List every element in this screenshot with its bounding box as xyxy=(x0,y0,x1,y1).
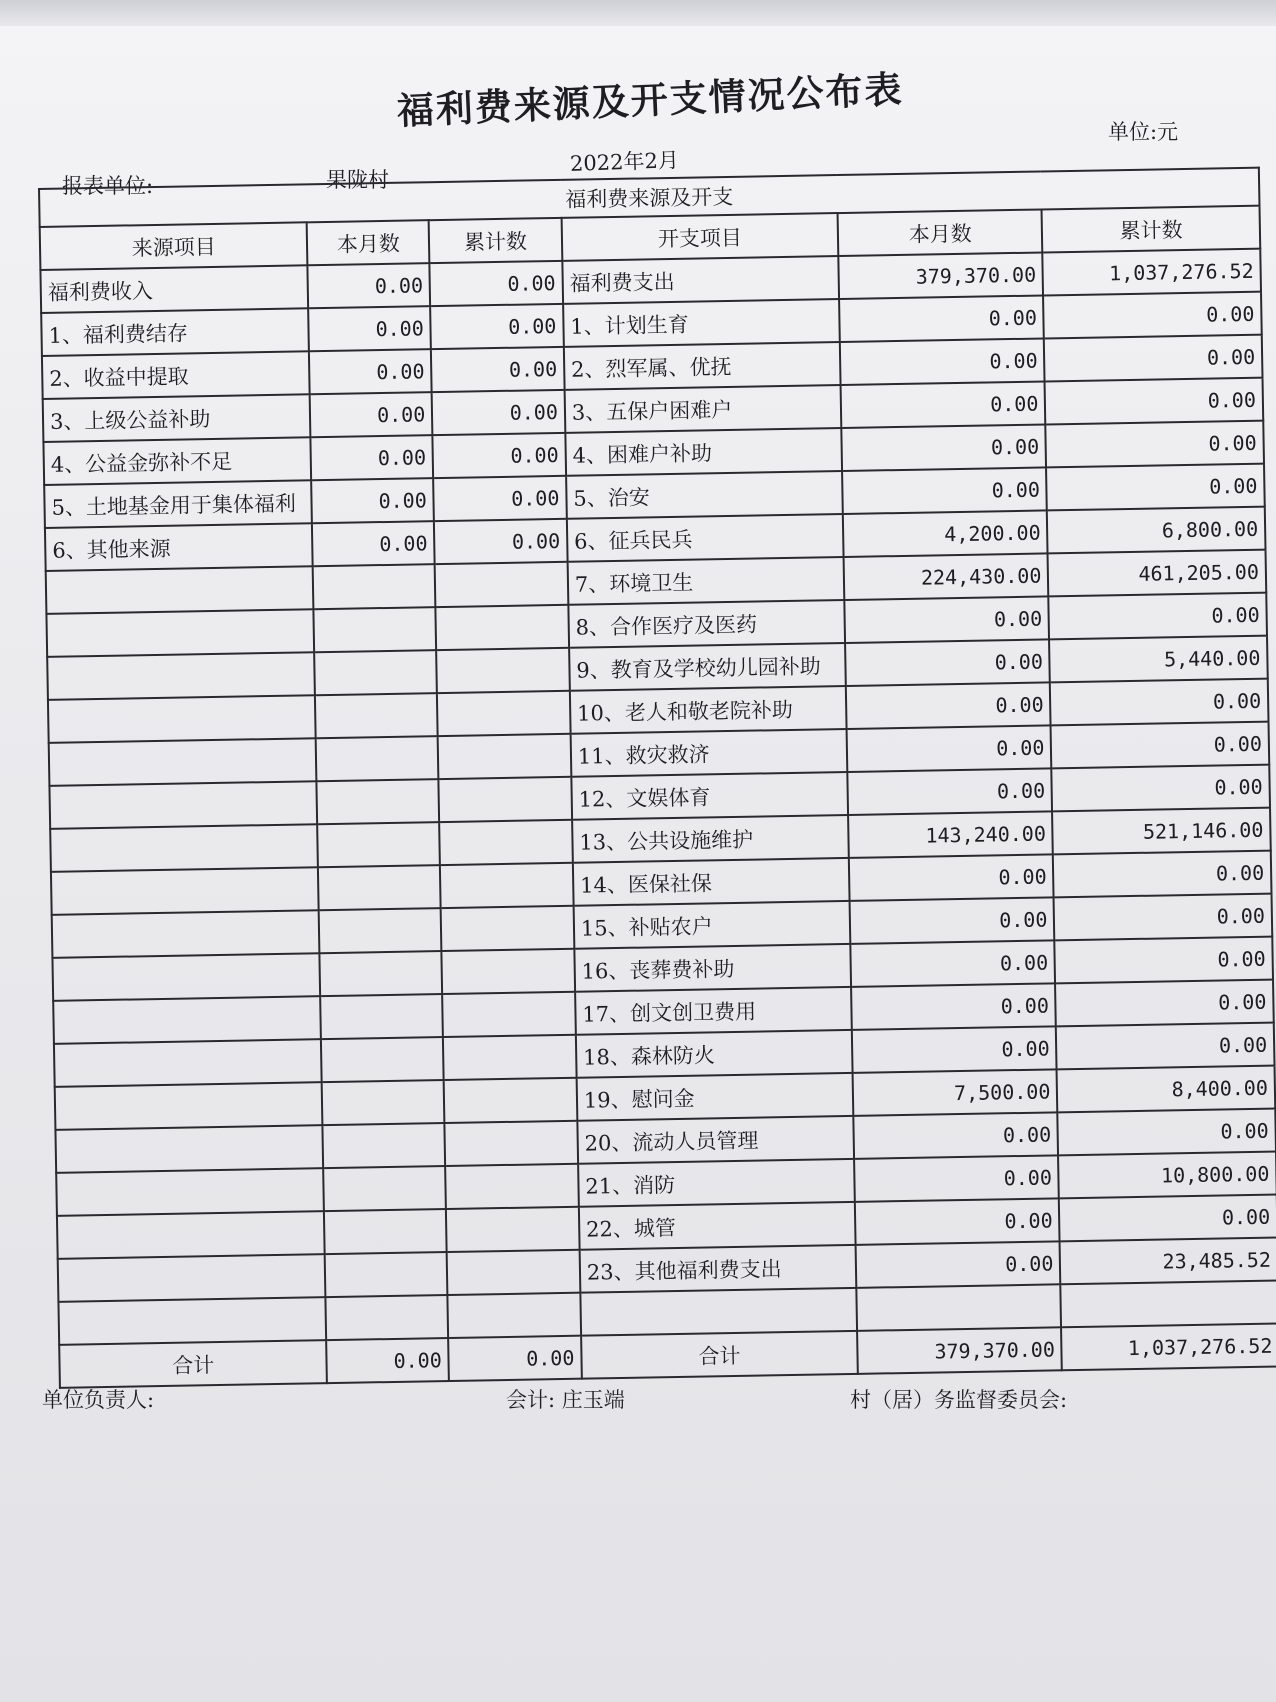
cell-source-month: 0.00 xyxy=(309,306,431,351)
cell-source-cumulative xyxy=(440,863,573,908)
cell-expense-item: 福利费支出 xyxy=(562,256,839,304)
cell-expense-cumulative: 6,800.00 xyxy=(1047,507,1265,554)
cell-expense-cumulative: 0.00 xyxy=(1043,292,1261,339)
cell-source-item xyxy=(50,824,318,872)
cell-source-cumulative xyxy=(444,1078,577,1123)
cell-expense-item xyxy=(580,1288,857,1336)
cell-source-cumulative xyxy=(445,1164,578,1209)
cell-expense-item: 10、老人和敬老院补助 xyxy=(570,686,847,734)
cell-source-cumulative: 0.00 xyxy=(433,476,566,521)
cell-expense-month: 379,370.00 xyxy=(838,252,1043,299)
cell-source-month xyxy=(315,650,437,695)
cell-source-item xyxy=(48,695,316,743)
cell-source-item: 4、公益金弥补不足 xyxy=(43,437,311,485)
cell-expense-cumulative: 0.00 xyxy=(1055,937,1273,984)
cell-expense-cumulative: 0.00 xyxy=(1050,679,1268,726)
cell-source-item xyxy=(58,1254,326,1302)
total-source-cumulative: 0.00 xyxy=(448,1336,581,1381)
cell-expense-cumulative: 0.00 xyxy=(1049,593,1267,640)
cell-source-month: 0.00 xyxy=(308,263,430,308)
cell-expense-month: 0.00 xyxy=(840,338,1045,385)
cell-expense-item: 5、治安 xyxy=(566,471,843,519)
cell-source-month: 0.00 xyxy=(310,392,432,437)
cell-expense-month: 0.00 xyxy=(847,768,1052,815)
total-label-source: 合计 xyxy=(59,1340,327,1388)
cell-source-month xyxy=(323,1123,445,1168)
cell-source-item xyxy=(47,652,315,700)
cell-expense-month: 0.00 xyxy=(853,1112,1058,1159)
cell-expense-item: 18、森林防火 xyxy=(576,1030,853,1078)
cell-expense-item: 23、其他福利费支出 xyxy=(579,1245,856,1293)
cell-source-item: 2、收益中提取 xyxy=(42,351,310,399)
cell-source-cumulative xyxy=(436,648,569,693)
header-source-cumulative: 累计数 xyxy=(429,218,562,263)
cell-expense-item: 3、五保户困难户 xyxy=(564,385,841,433)
cell-expense-item: 22、城管 xyxy=(579,1202,856,1250)
cell-source-cumulative xyxy=(437,691,570,736)
cell-expense-month: 0.00 xyxy=(845,639,1050,686)
cell-source-cumulative xyxy=(446,1207,579,1252)
cell-source-item: 6、其他来源 xyxy=(45,523,313,571)
org-name: 果陇村 xyxy=(326,168,389,192)
cell-source-cumulative xyxy=(442,949,575,994)
cell-expense-cumulative: 0.00 xyxy=(1044,335,1262,382)
cell-source-cumulative xyxy=(445,1121,578,1166)
header-expense-month: 本月数 xyxy=(838,209,1043,256)
cell-source-item xyxy=(53,996,321,1044)
cell-source-item xyxy=(57,1211,325,1259)
cell-source-cumulative xyxy=(448,1293,581,1338)
cell-expense-item: 19、慰问金 xyxy=(576,1073,853,1121)
cell-source-month xyxy=(315,693,437,738)
cell-source-cumulative xyxy=(442,992,575,1037)
cell-source-month: 0.00 xyxy=(312,521,434,566)
total-expense-month: 379,370.00 xyxy=(857,1327,1062,1374)
cell-expense-cumulative: 0.00 xyxy=(1046,421,1264,468)
cell-expense-month: 0.00 xyxy=(841,381,1046,428)
total-expense-cumulative: 1,037,276.52 xyxy=(1061,1324,1276,1371)
cell-source-item: 5、土地基金用于集体福利 xyxy=(44,480,312,528)
cell-expense-cumulative: 0.00 xyxy=(1056,1023,1274,1070)
cell-source-month: 0.00 xyxy=(311,435,433,480)
cell-expense-month: 4,200.00 xyxy=(843,510,1048,557)
cell-source-cumulative: 0.00 xyxy=(431,347,564,392)
cell-expense-item: 9、教育及学校幼儿园补助 xyxy=(569,643,846,691)
cell-source-cumulative xyxy=(435,562,568,607)
table-body xyxy=(40,249,1276,1345)
cell-source-month xyxy=(326,1295,448,1340)
cell-expense-month: 0.00 xyxy=(849,854,1054,901)
cell-expense-cumulative: 0.00 xyxy=(1058,1109,1276,1156)
cell-source-item: 福利费收入 xyxy=(40,265,308,313)
cell-source-cumulative xyxy=(436,605,569,650)
cell-source-item xyxy=(49,781,317,829)
cell-expense-month: 0.00 xyxy=(854,1155,1059,1202)
cell-expense-item: 17、创文创卫费用 xyxy=(575,987,852,1035)
report-period: 2022年2月 xyxy=(569,148,680,176)
cell-source-item xyxy=(46,609,314,657)
cell-source-cumulative xyxy=(439,777,572,822)
cell-expense-month: 0.00 xyxy=(844,596,1049,643)
cell-source-month xyxy=(325,1252,447,1297)
cell-source-cumulative xyxy=(443,1035,576,1080)
welfare-table xyxy=(38,167,1276,1378)
total-source-month: 0.00 xyxy=(327,1338,449,1383)
cell-expense-cumulative xyxy=(1061,1281,1276,1328)
cell-source-item xyxy=(46,566,314,614)
header-source-item: 来源项目 xyxy=(40,222,308,270)
cell-expense-cumulative: 1,037,276.52 xyxy=(1043,249,1261,296)
cell-expense-item: 4、困难户补助 xyxy=(565,428,842,476)
cell-expense-month: 0.00 xyxy=(846,682,1051,729)
cell-expense-cumulative: 0.00 xyxy=(1053,851,1271,898)
cell-expense-month: 143,240.00 xyxy=(848,811,1053,858)
cell-expense-month: 224,430.00 xyxy=(844,553,1049,600)
cell-source-item xyxy=(55,1125,323,1173)
footer-responsible: 单位负责人: xyxy=(42,1388,155,1412)
cell-expense-item: 8、合作医疗及医药 xyxy=(568,600,845,648)
cell-expense-cumulative: 0.00 xyxy=(1052,765,1270,812)
cell-expense-cumulative: 0.00 xyxy=(1046,464,1264,511)
cell-source-month xyxy=(316,736,438,781)
cell-source-cumulative: 0.00 xyxy=(434,519,567,564)
cell-expense-cumulative: 8,400.00 xyxy=(1057,1066,1275,1113)
header-expense-item: 开支项目 xyxy=(561,213,838,261)
total-label-expense: 合计 xyxy=(581,1331,858,1379)
cell-source-month xyxy=(320,951,442,996)
cell-expense-item: 7、环境卫生 xyxy=(567,557,844,605)
footer-accountant: 会计: 庄玉端 xyxy=(506,1388,625,1412)
cell-expense-cumulative: 0.00 xyxy=(1059,1195,1276,1242)
cell-expense-month: 0.00 xyxy=(847,725,1052,772)
cell-expense-cumulative: 5,440.00 xyxy=(1049,636,1267,683)
cell-source-cumulative xyxy=(438,734,571,779)
cell-expense-item: 14、医保社保 xyxy=(573,858,850,906)
cell-source-cumulative: 0.00 xyxy=(430,304,563,349)
cell-expense-cumulative: 0.00 xyxy=(1051,722,1269,769)
document-title: 福利费来源及开支情况公布表 xyxy=(395,66,905,134)
cell-expense-month: 0.00 xyxy=(851,983,1056,1030)
cell-source-item xyxy=(52,953,320,1001)
cell-expense-cumulative: 0.00 xyxy=(1045,378,1263,425)
unit-label: 单位:元 xyxy=(1108,120,1179,144)
cell-expense-month: 0.00 xyxy=(839,295,1044,342)
cell-expense-item: 1、计划生育 xyxy=(563,299,840,347)
cell-source-cumulative: 0.00 xyxy=(432,390,565,435)
cell-expense-item: 15、补贴农户 xyxy=(573,901,850,949)
cell-expense-cumulative: 23,485.52 xyxy=(1060,1238,1276,1285)
cell-source-month xyxy=(321,1037,443,1082)
cell-source-item xyxy=(51,867,319,915)
cell-source-item xyxy=(54,1039,322,1087)
cell-source-month: 0.00 xyxy=(312,478,434,523)
cell-expense-item: 20、流动人员管理 xyxy=(577,1116,854,1164)
header-expense-cumulative: 累计数 xyxy=(1042,206,1260,253)
cell-source-item xyxy=(49,738,317,786)
cell-source-month xyxy=(317,779,439,824)
cell-expense-month xyxy=(856,1284,1061,1331)
cell-expense-cumulative: 10,800.00 xyxy=(1058,1152,1276,1199)
cell-source-cumulative xyxy=(441,906,574,951)
cell-source-month xyxy=(324,1209,446,1254)
cell-expense-item: 13、公共设施维护 xyxy=(572,815,849,863)
cell-expense-item: 21、消防 xyxy=(578,1159,855,1207)
cell-source-item xyxy=(56,1168,324,1216)
cell-expense-item: 6、征兵民兵 xyxy=(567,514,844,562)
cell-source-cumulative: 0.00 xyxy=(433,433,566,478)
cell-expense-cumulative: 0.00 xyxy=(1054,894,1272,941)
cell-source-month xyxy=(318,822,440,867)
header-source-month: 本月数 xyxy=(307,220,429,265)
cell-source-item xyxy=(52,910,320,958)
cell-expense-item: 2、烈军属、优抚 xyxy=(564,342,841,390)
cell-expense-month: 7,500.00 xyxy=(853,1069,1058,1116)
cell-expense-month: 0.00 xyxy=(852,1026,1057,1073)
cell-expense-month: 0.00 xyxy=(855,1198,1060,1245)
cell-expense-month: 0.00 xyxy=(841,424,1046,471)
cell-source-item xyxy=(58,1297,326,1345)
org-label: 报表单位: xyxy=(62,174,154,198)
cell-expense-item: 11、救灾救济 xyxy=(570,729,847,777)
cell-source-item: 3、上级公益补助 xyxy=(43,394,311,442)
cell-source-item xyxy=(55,1082,323,1130)
cell-expense-cumulative: 0.00 xyxy=(1055,980,1273,1027)
cell-expense-item: 16、丧葬费补助 xyxy=(574,944,851,992)
cell-expense-cumulative: 461,205.00 xyxy=(1048,550,1266,597)
cell-source-month: 0.00 xyxy=(309,349,431,394)
cell-source-month xyxy=(314,607,436,652)
cell-source-cumulative: 0.00 xyxy=(430,261,563,306)
cell-source-cumulative xyxy=(439,820,572,865)
cell-expense-month: 0.00 xyxy=(850,940,1055,987)
cell-source-month xyxy=(321,994,443,1039)
cell-expense-item: 12、文娱体育 xyxy=(571,772,848,820)
cell-expense-month: 0.00 xyxy=(842,467,1047,514)
cell-source-month xyxy=(319,908,441,953)
cell-source-cumulative xyxy=(447,1250,580,1295)
cell-expense-month: 0.00 xyxy=(856,1241,1061,1288)
band-title: 福利费来源及开支 xyxy=(39,168,1259,227)
footer-committee: 村（居）务监督委员会: xyxy=(850,1388,1068,1412)
paper-fold-edge xyxy=(0,0,1276,26)
cell-source-month xyxy=(322,1080,444,1125)
cell-source-month xyxy=(324,1166,446,1211)
cell-expense-cumulative: 521,146.00 xyxy=(1052,808,1270,855)
cell-source-month xyxy=(318,865,440,910)
cell-expense-month: 0.00 xyxy=(850,897,1055,944)
cell-source-item: 1、福利费结存 xyxy=(41,308,309,356)
cell-source-month xyxy=(313,564,435,609)
